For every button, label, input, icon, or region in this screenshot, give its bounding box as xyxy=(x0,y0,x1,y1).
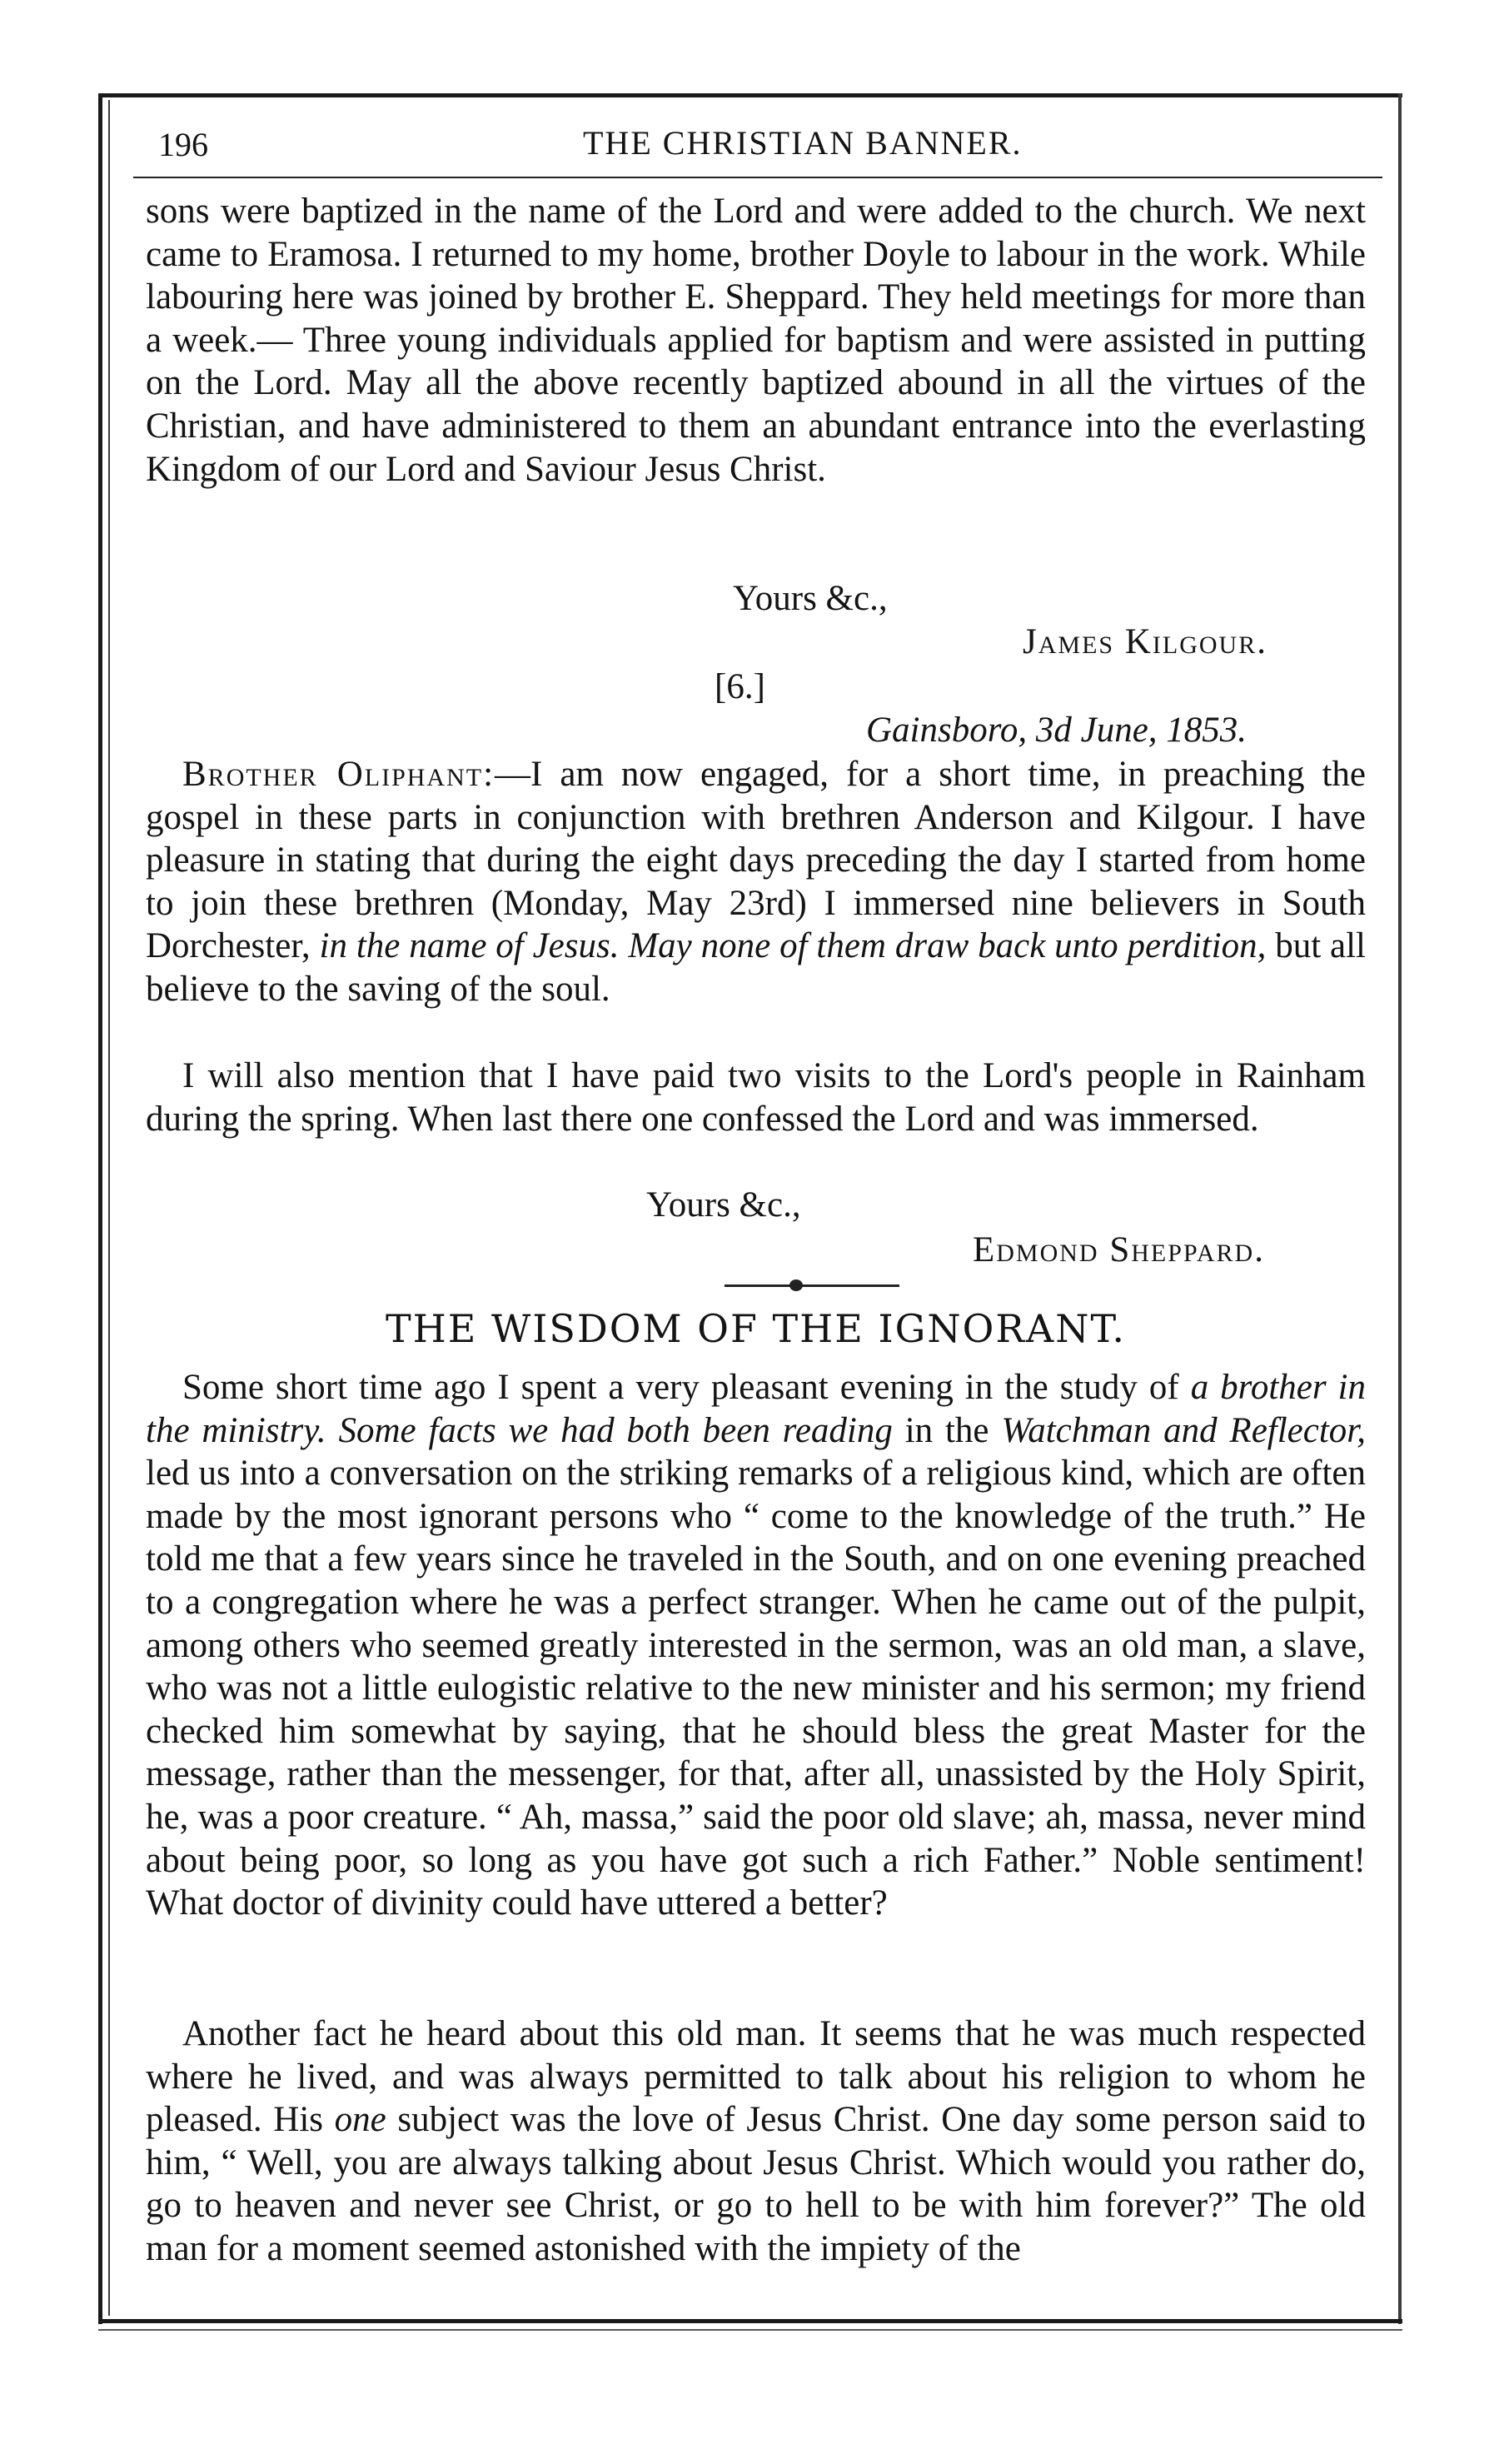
page-number: 196 xyxy=(158,126,208,163)
page-frame-right xyxy=(1398,93,1402,2324)
page-frame-bottom xyxy=(98,2319,1402,2323)
letter1-paragraph: sons were baptized in the name of the Lord and were added to the church. We next came to Eramosa. I returned to my home, brother Doyle to labour in the work. While labouring here was joined by brother E. Sheppard. They held meetings for more than a week.— Three young individuals applied for baptism and were assisted in putting on the Lord. May all the above recently baptized abound in all the virtues of the Christian, and have administered to them an abundant entrance into the everlasting Kingdom of our Lord and Saviour Jesus Christ. xyxy=(146,192,1366,489)
page-frame-left-inner xyxy=(108,100,110,2316)
letter2-paragraph1 xyxy=(146,753,1366,1011)
header-rule xyxy=(133,177,1382,178)
divider-ornament-icon xyxy=(789,1279,803,1291)
article-p1-italic2: Watchman and Reflector, xyxy=(1001,1410,1367,1450)
article-p2-a: Another fact he heard about this old man. It seems that he was much respected where he lived, and was always permitted to talk about his religion to whom he pleased. His xyxy=(146,2014,1366,2140)
letter1-signature: James Kilgour. xyxy=(1023,622,1267,661)
article-paragraph1 xyxy=(146,1366,1366,1925)
page-frame-top xyxy=(98,93,1402,97)
article-p2-b: subject was the love of Jesus Christ. One day some person said to him, “ Well, you are always talking about Jesus Christ. Which would you rather do, go to heaven and never see Christ, or go to hell to be with him forever?” The old man for a moment seemed astonished with the impiety of the xyxy=(146,2100,1367,2268)
article-title: THE WISDOM OF THE IGNORANT. xyxy=(385,1306,1127,1351)
article-paragraph2 xyxy=(146,2013,1366,2271)
letter1-closing: Yours &c., xyxy=(733,579,888,618)
article-p1-italic1: a brother in the ministry. Some facts we had both been reading xyxy=(146,1368,1367,1450)
section-divider xyxy=(725,1284,899,1287)
page-frame-bottom-inner xyxy=(98,2329,1402,2331)
letter2-paragraph1-end: but all believe to the saving of the soul. xyxy=(146,926,1366,1009)
letter2-salutation: Brother Oliphant: xyxy=(182,755,496,794)
letter2-paragraph1-text: —I am now engaged, for a short time, in preaching the gospel in these parts in conjunction with brethren Anderson and Kilgour. I have pleasure in stating that during the eight days preceding the day I started from home to join these brethren (Monday, May 23rd) I immersed nine believers in South Dorchester, xyxy=(146,755,1366,966)
article-p1-c: led us into a conversation on the striking remarks of a religious kind, which are often made by the most ignorant persons who “ come to the knowledge of the truth.” He told me that a few years since he traveled in the South, and on one evening preached to a congregation where he was a perfect stranger. When he came out of the pulpit, among others who seemed greatly interested in the sermon, was an old man, a slave, who was not a little eulogistic relative to the new minister and his sermon; my friend checked him somewhat by saying, that he should bless the great Master for the message, rather than the messenger, for that, after all, unassisted by the Holy Spirit, he, was a poor creature. “ Ah, massa,” said the poor old slave; ah, massa, never mind about being poor, so long as you have got such a rich Father.” Noble sentiment! What doctor of divinity could have uttered a better? xyxy=(146,1454,1366,1923)
letter2-paragraph2: I will also mention that I have paid two visits to the Lord's people in Rainham during the spring. When last there one confessed the Lord and was immersed. xyxy=(146,1056,1366,1139)
letter2-paragraph1-italic: in the name of Jesus. May none of them draw back unto perdition, xyxy=(319,926,1267,966)
article-p2-italic: one xyxy=(334,2100,386,2140)
article-p1-a: Some short time ago I spent a very pleasant evening in the study of xyxy=(182,1368,1179,1407)
article-p1-b: in the xyxy=(904,1410,989,1450)
letter2-closing: Yours &c., xyxy=(646,1185,801,1225)
letter2-signature: Edmond Sheppard. xyxy=(973,1230,1265,1269)
running-title: THE CHRISTIAN BANNER. xyxy=(583,124,1023,162)
letter2-number: [6.] xyxy=(715,667,765,706)
letter2-dateline: Gainsboro, 3d June, 1853. xyxy=(866,711,1247,750)
page-frame-left xyxy=(98,93,102,2324)
